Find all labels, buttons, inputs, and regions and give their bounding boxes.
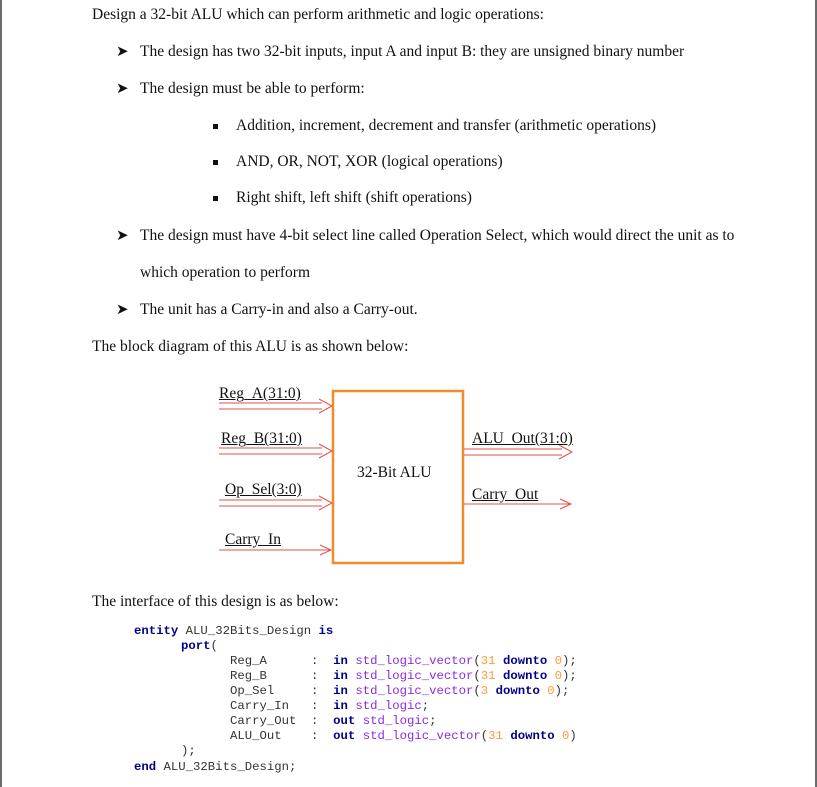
operation-logical: AND, OR, NOT, XOR (logical operations) <box>236 153 503 170</box>
port-range-kw: downto <box>510 729 555 743</box>
port-name: Reg_B <box>230 669 267 683</box>
code-end-line <box>134 760 296 775</box>
code-keyword: port <box>181 639 211 653</box>
requirement-3-cont: which operation to perform <box>140 264 311 281</box>
code-port-row <box>230 714 296 729</box>
operation-shift: Right shift, left shift (shift operations) <box>236 189 472 206</box>
port-direction: in <box>333 684 348 698</box>
port-colon: : <box>311 669 319 683</box>
code-port-decl <box>311 699 429 714</box>
arrow-bullet-icon: ➤ <box>116 302 129 318</box>
code-port-row <box>230 654 267 669</box>
code-port-open: ( <box>210 639 218 653</box>
arrow-bullet-icon: ➤ <box>116 81 129 97</box>
code-port-decl: : in std_logic_vector(31 downto 0); <box>311 669 577 683</box>
code-port-line <box>181 639 218 654</box>
port-direction: out <box>333 714 356 728</box>
code-port-decl: : out std_logic_vector(31 downto 0) <box>311 729 577 743</box>
input-reg-b-label: Reg_B(31:0) <box>221 430 302 447</box>
code-keyword: entity <box>134 624 179 638</box>
code-port-decl <box>311 714 437 729</box>
port-range-high: 31 <box>488 729 503 743</box>
block-diagram-intro: The block diagram of this ALU is as shown below: <box>92 338 409 355</box>
code-port-decl: : in std_logic_vector(31 downto 0); <box>311 654 577 668</box>
code-port-row <box>230 684 274 699</box>
code-keyword: is <box>318 624 334 638</box>
port-end: ; <box>429 714 437 728</box>
code-keyword: end <box>134 760 157 774</box>
operation-arithmetic: Addition, increment, decrement and transfer (arithmetic operations) <box>236 117 657 134</box>
port-direction: in <box>333 669 348 683</box>
port-type: std_logic <box>355 699 422 713</box>
port-end: ) <box>569 729 577 743</box>
code-port-row <box>230 669 267 684</box>
output-carry-out-label: Carry_Out <box>472 486 539 503</box>
port-end: ; <box>421 699 430 713</box>
requirement-2: The design must be able to perform: <box>140 80 365 97</box>
code-port-row <box>230 729 282 744</box>
alu-block-label: 32-Bit ALU <box>357 464 432 481</box>
port-end: ); <box>562 669 577 683</box>
requirement-4: The unit has a Carry-in and also a Carry-out. <box>140 301 418 318</box>
requirement-3: The design must have 4-bit select line called Operation Select, which would direct the unit as to <box>140 227 735 244</box>
port-name: ALU_Out <box>230 729 282 743</box>
port-type: std_logic <box>362 714 430 728</box>
port-range-low: 0 <box>554 669 562 683</box>
port-type: std_logic_vector <box>355 669 474 683</box>
port-end: ); <box>554 684 570 698</box>
port-end: ); <box>562 654 577 668</box>
port-direction: out <box>333 729 356 743</box>
port-range-high: 31 <box>480 654 496 668</box>
port-range-low: 0 <box>547 684 555 698</box>
port-type: std_logic_vector <box>362 729 481 743</box>
port-name: Op_Sel <box>230 684 275 698</box>
port-name: Carry_Out <box>230 714 297 728</box>
port-range-high: 3 <box>480 684 489 698</box>
code-entity-name: ALU_32Bits_Design <box>185 624 312 638</box>
interface-intro: The interface of this design is as below: <box>92 593 339 610</box>
port-colon: : <box>311 684 319 698</box>
port-colon: : <box>311 699 319 713</box>
input-reg-a-label: Reg_A(31:0) <box>219 385 301 402</box>
port-range-kw: downto <box>495 684 540 698</box>
code-port-close: ); <box>181 744 196 758</box>
port-range-low: 0 <box>554 654 562 668</box>
port-type: std_logic_vector <box>355 684 474 698</box>
port-direction: in <box>333 699 348 713</box>
port-colon: : <box>311 714 319 728</box>
code-entity-line <box>134 624 333 639</box>
port-direction: in <box>333 654 348 668</box>
arrow-bullet-icon: ➤ <box>116 44 129 60</box>
port-name: Carry_In <box>230 699 290 713</box>
input-op-sel-label: Op_Sel(3:0) <box>225 481 302 498</box>
code-end-name: ALU_32Bits_Design; <box>163 760 297 774</box>
code-port-row <box>230 699 289 714</box>
port-name: Reg_A <box>230 654 267 668</box>
output-alu-out-label: ALU_Out(31:0) <box>472 430 573 447</box>
port-range-kw: downto <box>502 669 548 683</box>
port-type: std_logic_vector <box>355 654 474 668</box>
port-range-kw: downto <box>502 654 548 668</box>
port-range-high: 31 <box>480 669 496 683</box>
port-colon: : <box>311 654 319 668</box>
code-port-decl: : in std_logic_vector(3 downto 0); <box>311 684 570 698</box>
port-colon: : <box>311 729 319 743</box>
input-carry-in-label: Carry_In <box>225 531 281 548</box>
port-range-low: 0 <box>561 729 570 743</box>
requirement-1: The design has two 32-bit inputs, input A and input B: they are unsigned binary number <box>140 43 685 60</box>
arrow-bullet-icon: ➤ <box>116 228 129 244</box>
intro-text: Design a 32-bit ALU which can perform arithmetic and logic operations: <box>92 6 544 23</box>
